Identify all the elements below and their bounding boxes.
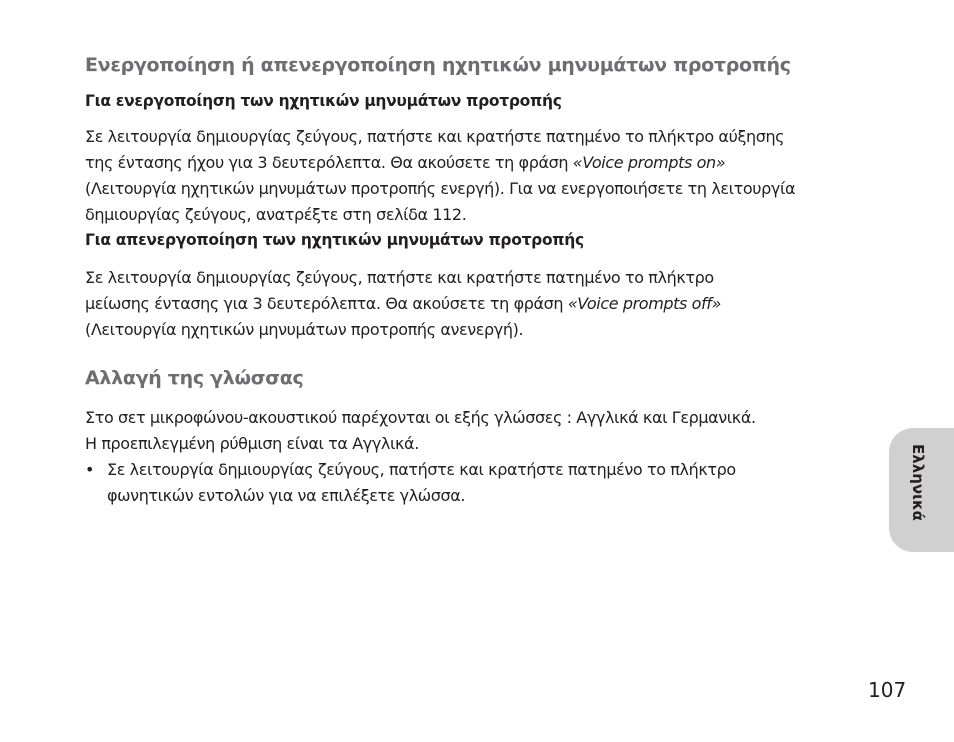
paragraph-languages xyxy=(85,405,885,457)
bullet-text: Σε λειτουργία δημιουργίας ζεύγους, πατήστε και κρατήστε πατημένο το πλήκτρο φωνητικών εντολών για να επιλέξετε γλώσσα. xyxy=(107,460,736,505)
section-title-change-language: Αλλαγή της γλώσσας xyxy=(85,367,304,389)
paragraph-disable-voice-prompts xyxy=(85,265,885,343)
page-content xyxy=(85,52,885,509)
language-side-tab-label: Ελληνικά xyxy=(909,444,927,521)
text-line: της έντασης ήχου για 3 δευτερόλεπτα. Θα ακούσετε τη φράση «Voice prompts on» xyxy=(85,153,726,172)
section-title-voice-prompts: Ενεργοποίηση ή απενεργοποίηση ηχητικών μηνυμάτων προτροπής xyxy=(85,54,791,76)
subheading-enable-voice-prompts: Για ενεργοποίηση των ηχητικών μηνυμάτων προτροπής xyxy=(85,92,562,110)
paragraph-enable-voice-prompts xyxy=(85,124,885,228)
text-line: μείωσης έντασης για 3 δευτερόλεπτα. Θα ακούσετε τη φράση «Voice prompts off» xyxy=(85,294,721,313)
subheading-disable-voice-prompts: Για απενεργοποίηση των ηχητικών μηνυμάτων προτροπής xyxy=(85,231,584,249)
text-line: δημιουργίας ζεύγους, ανατρέξτε στη σελίδα 112. xyxy=(85,205,467,224)
text-line: Στο σετ μικροφώνου-ακουστικού παρέχονται οι εξής γλώσσες : Αγγλικά και Γερμανικά. xyxy=(85,408,756,427)
text-line: (Λειτουργία ηχητικών μηνυμάτων προτροπής ανενεργή). xyxy=(85,320,524,339)
voice-prompts-on-phrase: «Voice prompts on» xyxy=(572,153,726,172)
text-line: Σε λειτουργία δημιουργίας ζεύγους, πατήστε και κρατήστε πατημένο το πλήκτρο xyxy=(85,268,714,287)
text-line: Σε λειτουργία δημιουργίας ζεύγους, πατήστε και κρατήστε πατημένο το πλήκτρο αύξησης xyxy=(85,127,785,146)
bullet-mark: • xyxy=(85,460,95,479)
bullet-item-select-language xyxy=(85,457,885,509)
voice-prompts-off-phrase: «Voice prompts off» xyxy=(567,294,721,313)
page-number: 107 xyxy=(868,678,907,702)
text-line: Η προεπιλεγμένη ρύθμιση είναι τα Αγγλικά. xyxy=(85,434,419,453)
text-line: (Λειτουργία ηχητικών μηνυμάτων προτροπής ενεργή). Για να ενεργοποιήσετε τη λειτουργία xyxy=(85,179,796,198)
